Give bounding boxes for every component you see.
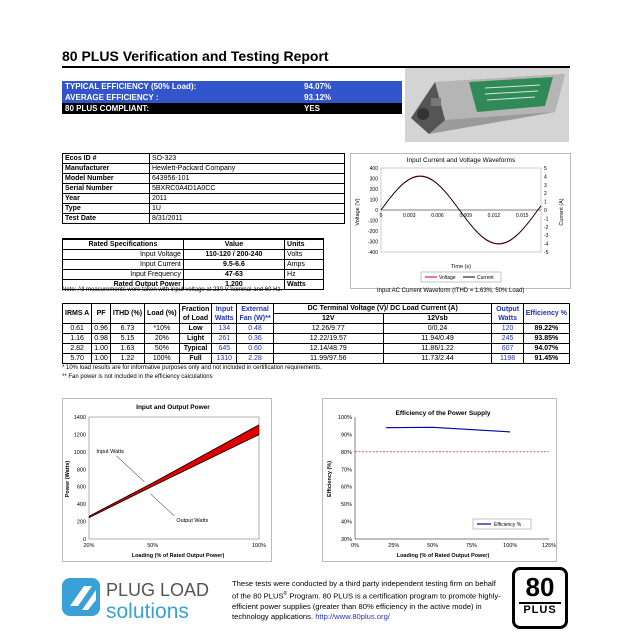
waveform-caption: Input AC Current Waveform (ITHD = 1.63%, 50% Load) [377, 288, 525, 294]
efficiency-x-tick: 100% [503, 543, 518, 549]
waveform-y-tick: 400 [369, 166, 378, 172]
waveform-y-tick: 0 [375, 208, 378, 214]
efficiency-y-tick: 30% [340, 537, 352, 543]
efficiency-x-tick: 125% [541, 543, 557, 549]
load-row: 1.16 0.98 5.15 20% Light 261 0.36 12.22/19.57 11.94/0.49 245 93.85% [63, 334, 570, 344]
waveform-y2-tick: 0 [544, 208, 547, 214]
power-y-tick: 1000 [73, 449, 86, 456]
program-disclaimer: These tests were conducted by a third party independent testing firm on behalf of the 80 PLUS® Program. 80 PLUS is a certification program to promote highly-efficient power supplies (greater than 80% efficiency in the active mode) in technology applications. http://www.80plus.org/ [232, 579, 501, 621]
waveform-y-tick: -200 [367, 229, 378, 235]
waveform-y2-tick: 1 [544, 199, 547, 206]
plug-load-solutions-logo [62, 576, 230, 622]
waveform-axes [368, 166, 549, 256]
badge-text: PLUS [519, 602, 561, 616]
waveform-y2-tick: -3 [544, 233, 549, 240]
waveform-y-tick: 300 [369, 176, 378, 183]
efficiency-chart-title: Efficiency of the Power Supply [395, 410, 491, 417]
power-chart-title: Input and Output Power [136, 404, 210, 411]
waveform-title: Input Current and Voltage Waveforms [406, 157, 516, 164]
waveform-xlabel: Time (s) [451, 264, 471, 270]
logo-text-top: PLUG LOAD [106, 580, 210, 600]
efficiency-x-tick: 25% [388, 543, 400, 549]
load-row: 0.61 0.96 6.73 *10% Low 134 0.48 12.26/9.77 0/0.24 120 89.22% [63, 324, 570, 334]
efficiency-y-tick: 70% [340, 467, 352, 474]
load-row: 2.82 1.00 1.63 50% Typical 645 0.60 12.14/48.79 11.86/1.22 607 94.07% [63, 344, 570, 354]
efficiency-y-tick: 50% [340, 502, 352, 509]
efficiency-y-tick: 100% [337, 415, 352, 421]
efficiency-xlabel: Loading (% of Rated Output Power) [396, 553, 490, 559]
waveform-x-tick: 0.003 [402, 213, 416, 219]
power-y-tick: 400 [76, 502, 86, 509]
efficiency-y-tick: 60% [340, 484, 352, 491]
waveform-x-tick: 0.012 [487, 213, 501, 219]
efficiency-legend-label: Efficiency % [494, 522, 522, 528]
input-watts-label: Input Watts [96, 448, 124, 455]
power-y-tick: 1400 [73, 415, 86, 421]
waveform-x-tick: 0.006 [431, 213, 444, 219]
efficiency-series-line [386, 427, 510, 432]
efficiency-y-tick: 90% [340, 432, 352, 439]
footnote-10-percent: * 10% load results are for informative purposes only and not included in certification requirements. [62, 365, 322, 371]
waveform-x-tick: 0 [379, 213, 383, 219]
report-title: 80 PLUS Verification and Testing Report [62, 48, 329, 64]
80plus-link[interactable]: http://www.80plus.org/ [315, 611, 390, 621]
waveform-y2-tick: -4 [544, 241, 549, 248]
efficiency-summary [62, 81, 402, 114]
power-plot-area [89, 417, 259, 539]
rated-specifications-table [62, 238, 324, 290]
waveform-y2-tick: 2 [544, 191, 547, 198]
efficiency-y-tick: 40% [340, 519, 352, 526]
footnote-fan: ** Fan power is not included in the efficiency calculations [62, 374, 213, 380]
power-y-tick: 600 [76, 484, 86, 491]
waveform-x-tick: 0.015 [515, 213, 529, 219]
specs-header: Rated Specifications Value Units [63, 239, 324, 250]
info-row: Year 2011 [63, 194, 345, 204]
waveform-y-tick: 200 [369, 187, 378, 193]
waveform-x-tick: 0.009 [459, 213, 472, 219]
output-watts-label: Output Watts [176, 517, 209, 524]
waveform-y-tick: -100 [367, 218, 378, 225]
power-x-tick: 100% [251, 543, 267, 549]
power-supply-photo [405, 68, 569, 142]
power-y-tick: 0 [82, 537, 86, 543]
spec-row: Input Current 9.5-6.6 Amps [63, 260, 324, 270]
power-xlabel: Loading (% of Rated Output Power) [131, 553, 225, 559]
legend-current-label: Current [477, 275, 494, 281]
waveform-y2-tick: -5 [544, 250, 549, 256]
legend-voltage-label: Voltage [439, 275, 456, 281]
efficiency-x-tick: 75% [465, 543, 477, 549]
waveform-y-tick: -400 [367, 250, 378, 256]
load-subheader: 12V 12Vsb [63, 314, 570, 324]
waveform-chart [350, 153, 571, 289]
load-results-table [62, 303, 570, 364]
waveform-y2-tick: 5 [544, 166, 547, 172]
efficiency-row-typical: TYPICAL EFFICIENCY (50% Load): 94.07% [62, 81, 402, 92]
waveform-y2-tick: 3 [544, 182, 547, 189]
power-y-tick: 800 [76, 467, 86, 474]
power-chart [62, 398, 272, 562]
efficiency-y-tick: 80% [340, 449, 352, 456]
power-x-tick: 50% [147, 543, 159, 549]
waveform-ylabel-left: Voltage (V) [355, 198, 361, 226]
info-row: Type 1U [63, 204, 345, 214]
waveform-y2-tick: -1 [544, 216, 549, 223]
load-header: IRMS A PF ITHD (%) Load (%) Fraction of Load Input Watts External Fan (W)** DC Terminal Voltage (V)/ DC Load Current (A) Output Watts Efficiency % [63, 304, 570, 314]
spec-row: Input Voltage 110-120 / 200-240 Volts [63, 250, 324, 260]
efficiency-row-compliant: 80 PLUS COMPLIANT: YES [62, 103, 402, 114]
waveform-y-tick: 100 [369, 197, 378, 204]
spec-row: Rated Output Power 1,200 Watts [63, 280, 324, 290]
badge-number: 80 [525, 572, 555, 602]
efficiency-chart [322, 398, 557, 562]
product-info-table [62, 153, 345, 224]
load-row: 5.70 1.00 1.22 100% Full 1310 2.28 11.99/97.56 11.73/2.44 1198 91.45% [63, 354, 570, 364]
efficiency-row-average: AVERAGE EFFICIENCY : 93.12% [62, 92, 402, 103]
power-x-tick: 20% [83, 543, 95, 549]
info-row: Model Number 643956-101 [63, 174, 345, 184]
power-y-tick: 1200 [73, 432, 86, 439]
measurement-note: Note: All measurements were taken with input voltage at 230 V nominal and 60 Hz. [62, 287, 283, 293]
waveform-y2-tick: 4 [544, 174, 547, 181]
info-row: Test Date 8/31/2011 [63, 214, 345, 224]
power-axes [74, 415, 266, 549]
logo-text-bottom: solutions [106, 600, 189, 622]
info-row: Ecos ID # SO-323 [63, 154, 345, 164]
efficiency-x-tick: 0% [351, 543, 359, 549]
waveform-y2-tick: -2 [544, 224, 549, 231]
efficiency-x-tick: 50% [427, 543, 439, 549]
waveform-y-tick: -300 [367, 239, 378, 246]
waveform-ylabel-right: Current (A) [559, 198, 565, 226]
info-row: Manufacturer Hewlett-Packard Company [63, 164, 345, 174]
info-row: Serial Number 5BXRC0A4D1A0CC [63, 184, 345, 194]
spec-row: Input Frequency 47-63 Hz [63, 270, 324, 280]
power-ylabel: Power (Watts) [65, 460, 71, 498]
efficiency-ylabel: Efficiency (%) [327, 460, 333, 498]
power-y-tick: 200 [76, 519, 86, 526]
80-plus-badge [512, 567, 568, 629]
